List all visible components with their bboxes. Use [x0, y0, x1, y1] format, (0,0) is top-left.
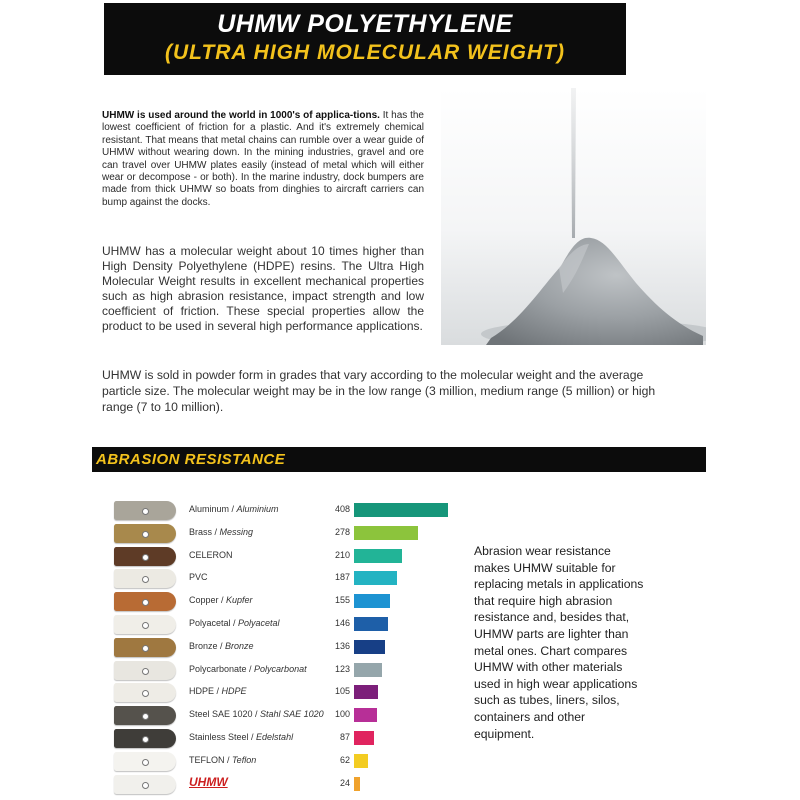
bar — [354, 685, 378, 699]
chart-row — [0, 568, 480, 590]
material-label — [189, 732, 293, 742]
bar-value-label: 155 — [334, 595, 350, 606]
intro-paragraph-1-body: It has the lowest coefficient of friction for a plastic. And it's extremely chemical resistant. That means that metal chains can rumble over a wear guide of UHMW without wearing down. In the mining industries, gravel and ore can travel over UHMW plates easily (instead of metal which will either wear or decompose - or both). In the marine industry, dock bumpers are made from thick UHMW so boats from dinghies to aircraft carriers can bump against the docks. — [102, 110, 424, 208]
bar-value-label: 123 — [334, 663, 350, 674]
material-label — [189, 550, 233, 560]
sample-hole — [142, 759, 149, 766]
material-alt-name: HDPE — [221, 686, 247, 697]
chart-row — [0, 705, 480, 727]
material-name: Bronze / — [189, 640, 226, 651]
bar — [354, 594, 390, 608]
material-label — [189, 775, 228, 789]
material-name: Copper / — [189, 595, 227, 606]
sample-hole — [142, 713, 149, 720]
sample-hole — [142, 645, 149, 652]
material-label — [189, 686, 247, 696]
chart-row — [0, 614, 480, 636]
bar-value-label: 210 — [334, 549, 350, 560]
sample-hole — [142, 531, 149, 538]
bar — [354, 708, 377, 722]
bar-value-label: 408 — [334, 504, 350, 514]
bar-value-label: 24 — [339, 777, 350, 788]
abrasion-section-header — [92, 447, 706, 472]
material-label — [189, 618, 280, 628]
bar — [354, 526, 418, 540]
chart-row — [0, 728, 480, 750]
sample-hole — [142, 690, 149, 697]
bar — [354, 640, 385, 654]
bar — [354, 754, 368, 768]
sample-hole — [142, 782, 149, 789]
material-sample-image — [114, 683, 176, 702]
section-title: ABRASION RESISTANCE — [96, 451, 286, 468]
material-name: UHMW — [189, 774, 228, 789]
material-alt-name: Kupfer — [226, 595, 253, 606]
bar — [354, 571, 397, 585]
sample-hole — [142, 622, 149, 629]
chart-row — [0, 660, 480, 682]
chart-row — [0, 546, 480, 568]
material-name: Polyacetal / — [189, 618, 239, 628]
page-subtitle: (ULTRA HIGH MOLECULAR WEIGHT) — [165, 41, 565, 64]
bar-value-label: 100 — [334, 709, 350, 720]
title-banner — [104, 3, 626, 75]
material-alt-name: Polycarbonat — [254, 663, 307, 674]
material-sample-image — [114, 615, 176, 634]
bar — [354, 503, 448, 517]
material-name: TEFLON / — [189, 754, 233, 765]
sample-hole — [142, 668, 149, 675]
material-sample-image — [114, 524, 176, 543]
bar-value-label: 105 — [334, 686, 350, 697]
material-alt-name: Bronze — [225, 640, 254, 651]
material-alt-name: Edelstahl — [256, 732, 294, 742]
chart-row — [0, 500, 480, 522]
material-name: Polycarbonate / — [189, 663, 255, 674]
bar — [354, 731, 374, 745]
material-name: PVC — [189, 572, 208, 583]
material-sample-image — [114, 638, 176, 657]
material-label — [189, 504, 279, 514]
sample-hole — [142, 554, 149, 561]
powder-pile-photo — [441, 88, 706, 345]
material-label — [189, 641, 254, 651]
intro-paragraph-1 — [102, 110, 424, 209]
intro-paragraph-1-lead: UHMW is used around the world in 1000's of applica-tions. — [102, 110, 380, 121]
bar-value-label: 87 — [339, 732, 350, 742]
material-name: CELERON — [189, 549, 233, 560]
intro-paragraph-2: UHMW has a molecular weight about 10 times higher than High Density Polyethylene (HDPE) resins. The Ultra High Molecular Weight results in excellent mechanical properties such as high abrasion resistance, impact strength and low coefficient of friction. These special properties allow the product to be used in several high performance applications. — [102, 244, 424, 333]
sample-hole — [142, 599, 149, 606]
material-alt-name: Stahl SAE 1020 — [260, 709, 324, 720]
material-sample-image — [114, 501, 176, 520]
abrasion-description: Abrasion wear resistance makes UHMW suitable for replacing metals in applications that require high abrasion resistance and, besides that, UHMW parts are lighter than metal ones. Chart compares UHMW with other materials used in high wear applications such as tubes, liners, silos, containers and other equipment. — [474, 544, 644, 741]
material-label — [189, 572, 208, 582]
bar-value-label: 187 — [334, 572, 350, 583]
bar — [354, 617, 388, 631]
material-alt-name: Teflon — [232, 754, 257, 765]
bar — [354, 549, 402, 563]
intro-paragraph-3: UHMW is sold in powder form in grades that vary according to the molecular weight and the average particle size. The molecular weight may be in the low range (3 million, medium range (5 million) or high range (7 to 10 million). — [102, 368, 656, 414]
material-label — [189, 664, 307, 674]
material-sample-image — [114, 661, 176, 680]
bar-value-label: 136 — [334, 640, 350, 651]
bar — [354, 663, 382, 677]
bar-value-label: 278 — [334, 526, 350, 537]
material-name: Aluminum / — [189, 504, 237, 514]
page-title: UHMW POLYETHYLENE — [217, 10, 513, 38]
material-label — [189, 595, 253, 605]
material-sample-image — [114, 569, 176, 588]
material-sample-image — [114, 752, 176, 771]
bar — [354, 777, 360, 791]
sample-hole — [142, 736, 149, 743]
sample-hole — [142, 576, 149, 583]
chart-row — [0, 751, 480, 773]
material-name: Stainless Steel / — [189, 732, 257, 742]
material-sample-image — [114, 706, 176, 725]
chart-row — [0, 682, 480, 704]
material-label — [189, 709, 324, 719]
material-alt-name: Aluminium — [236, 504, 279, 514]
bar-value-label: 146 — [334, 618, 350, 628]
material-sample-image — [114, 775, 176, 794]
material-label — [189, 755, 256, 765]
chart-row — [0, 637, 480, 659]
material-name: Brass / — [189, 526, 220, 537]
chart-row — [0, 523, 480, 545]
material-sample-image — [114, 729, 176, 748]
material-label — [189, 527, 253, 537]
material-sample-image — [114, 547, 176, 566]
sample-hole — [142, 508, 149, 515]
chart-row — [0, 774, 480, 796]
material-sample-image — [114, 592, 176, 611]
chart-row — [0, 591, 480, 613]
material-alt-name: Messing — [219, 526, 254, 537]
material-name: HDPE / — [189, 686, 222, 697]
material-alt-name: Polyacetal — [238, 618, 280, 628]
material-name: Steel SAE 1020 / — [189, 709, 261, 720]
bar-value-label: 62 — [339, 754, 350, 765]
